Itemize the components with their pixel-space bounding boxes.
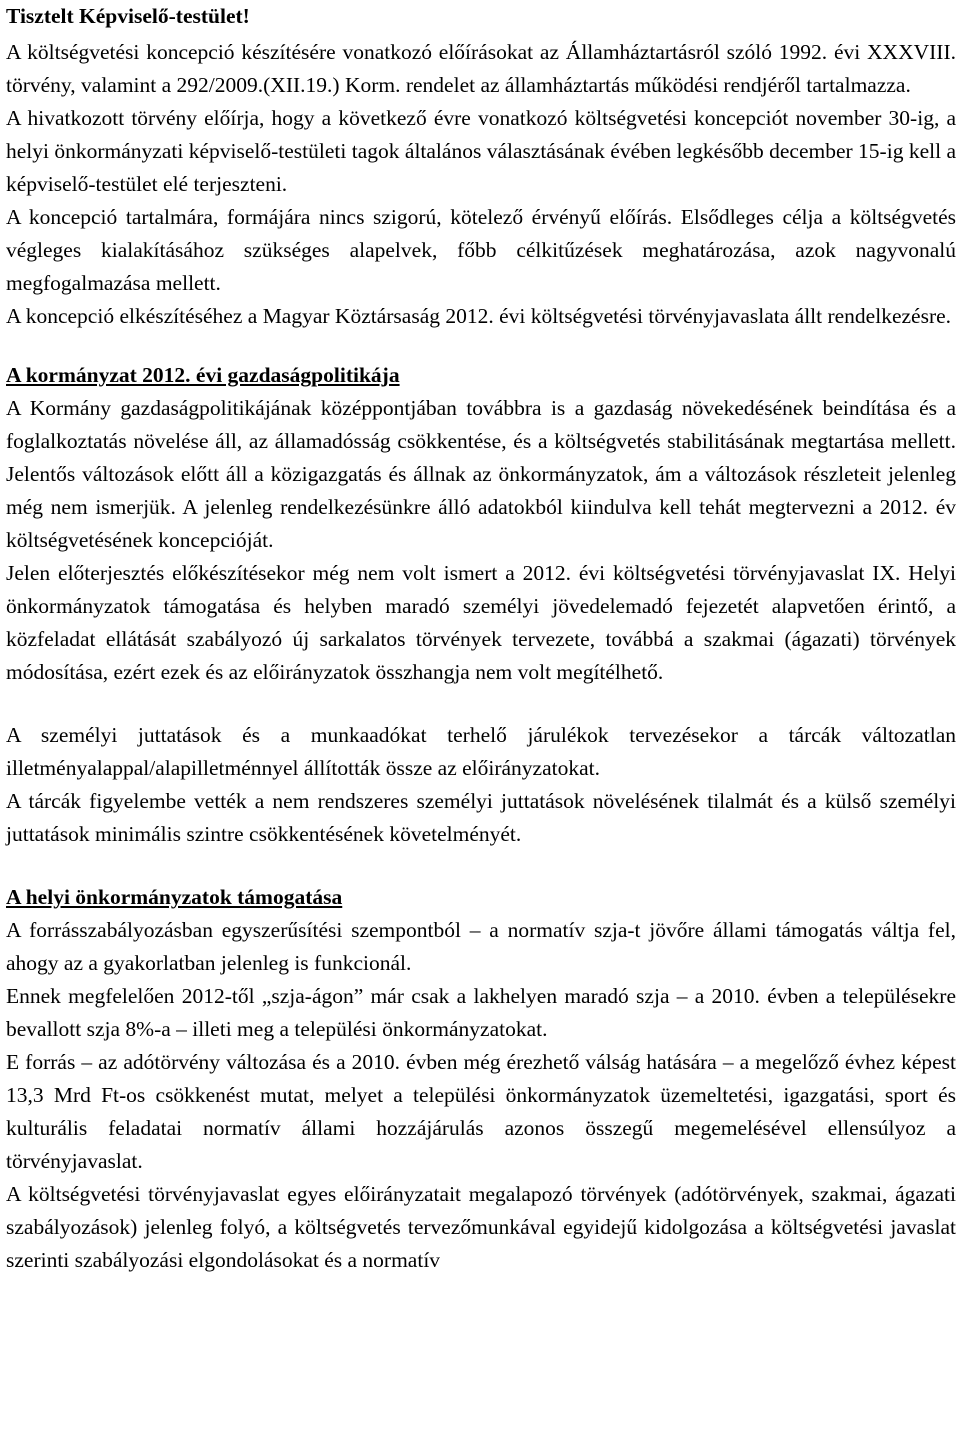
section1-paragraph-4: A tárcák figyelembe vették a nem rendszeres személyi juttatások növelésének tilalmát és a külső személyi juttatások minimális szintre csökkentésének követelményét. <box>6 789 956 846</box>
section-heading-economic-policy: A kormányzat 2012. évi gazdaságpolitikája <box>6 363 400 387</box>
section2-paragraph-1: A forrásszabályozásban egyszerűsítési szempontból – a normatív szja-t jövőre állami támogatás váltja fel, ahogy az a gyakorlatban jelenleg is funkcionál. <box>6 918 956 975</box>
section-heading-local-government-support: A helyi önkormányzatok támogatása <box>6 885 343 909</box>
section2-paragraph-3: E forrás – az adótörvény változása és a 2010. évben még érezhető válság hatására – a megelőző évhez képest 13,3 Mrd Ft-os csökkenést mutat, melyet a települési önkormányzatok üzemeltetési, igazgatási, sport és kulturális feladatai normatív állami hozzájárulás azonos összegű megemelésével ellensúlyoz a törvényjavaslat. <box>6 1050 956 1173</box>
intro-paragraph-2: A hivatkozott törvény előírja, hogy a következő évre vonatkozó költségvetési koncepciót november 30-ig, a helyi önkormányzati képviselő-testületi tagok általános választásának évében legkésőbb december 15-ig kell a képviselő-testület elé terjeszteni. <box>6 106 956 196</box>
document-title: Tisztelt Képviselő-testület! <box>6 4 250 28</box>
section2-paragraph-2: Ennek megfelelően 2012-től „szja-ágon” már csak a lakhelyen maradó szja – a 2010. évben a településekre bevallott szja 8%-a – illeti meg a települési önkormányzatokat. <box>6 984 956 1041</box>
intro-paragraph-1: A költségvetési koncepció készítésére vonatkozó előírásokat az Államháztartásról szóló 1992. évi XXXVIII. törvény, valamint a 292/2009.(XII.19.) Korm. rendelet az államháztartás működési rendjéről tartalmazza. <box>6 40 956 97</box>
section2-paragraph-4: A költségvetési törvényjavaslat egyes előirányzatait megalapozó törvények (adótörvények, szakmai, ágazati szabályozások) jelenleg folyó, a költségvetés tervezőmunkával egyidejű kidolgozása a költségvetési javaslat szerinti szabályozási elgondolásokat és a normatív <box>6 1182 956 1272</box>
document-page <box>6 0 956 1277</box>
intro-paragraph-3: A koncepció tartalmára, formájára nincs szigorú, kötelező érvényű előírás. Elsődleges célja a költségvetés végleges kialakításához szükséges alapelvek, főbb célkitűzések meghatározása, azok nagyvonalú megfogalmazása mellett. <box>6 205 956 295</box>
section1-paragraph-3: A személyi juttatások és a munkaadókat terhelő járulékok tervezésekor a tárcák változatlan illetményalappal/alapilletménnyel állították össze az előirányzatokat. <box>6 723 956 780</box>
section1-paragraph-2: Jelen előterjesztés előkészítésekor még nem volt ismert a 2012. évi költségvetési törvényjavaslat IX. Helyi önkormányzatok támogatása és helyben maradó személyi jövedelemadó fejezetét alapvetően érintő, a közfeladat ellátását szabályozó új sarkalatos törvények tervezete, továbbá a szakmai (ágazati) törvények módosítása, ezért ezek és az előirányzatok összhangja nem volt megítélhető. <box>6 561 956 684</box>
intro-paragraph-4: A koncepció elkészítéséhez a Magyar Köztársaság 2012. évi költségvetési törvényjavaslata állt rendelkezésre. <box>6 304 952 328</box>
section1-paragraph-1: A Kormány gazdaságpolitikájának középpontjában továbbra is a gazdaság növekedésének beindítása és a foglalkoztatás növelése áll, az államadósság csökkentése, és a költségvetés stabilitásának megtartása mellett. Jelentős változások előtt áll a közigazgatás és állnak az önkormányzatok, ám a változások részleteit jelenleg még nem ismerjük. A jelenleg rendelkezésünkre álló adatokból kiindulva kell tehát megtervezni a 2012. év költségvetésének koncepcióját. <box>6 396 956 552</box>
